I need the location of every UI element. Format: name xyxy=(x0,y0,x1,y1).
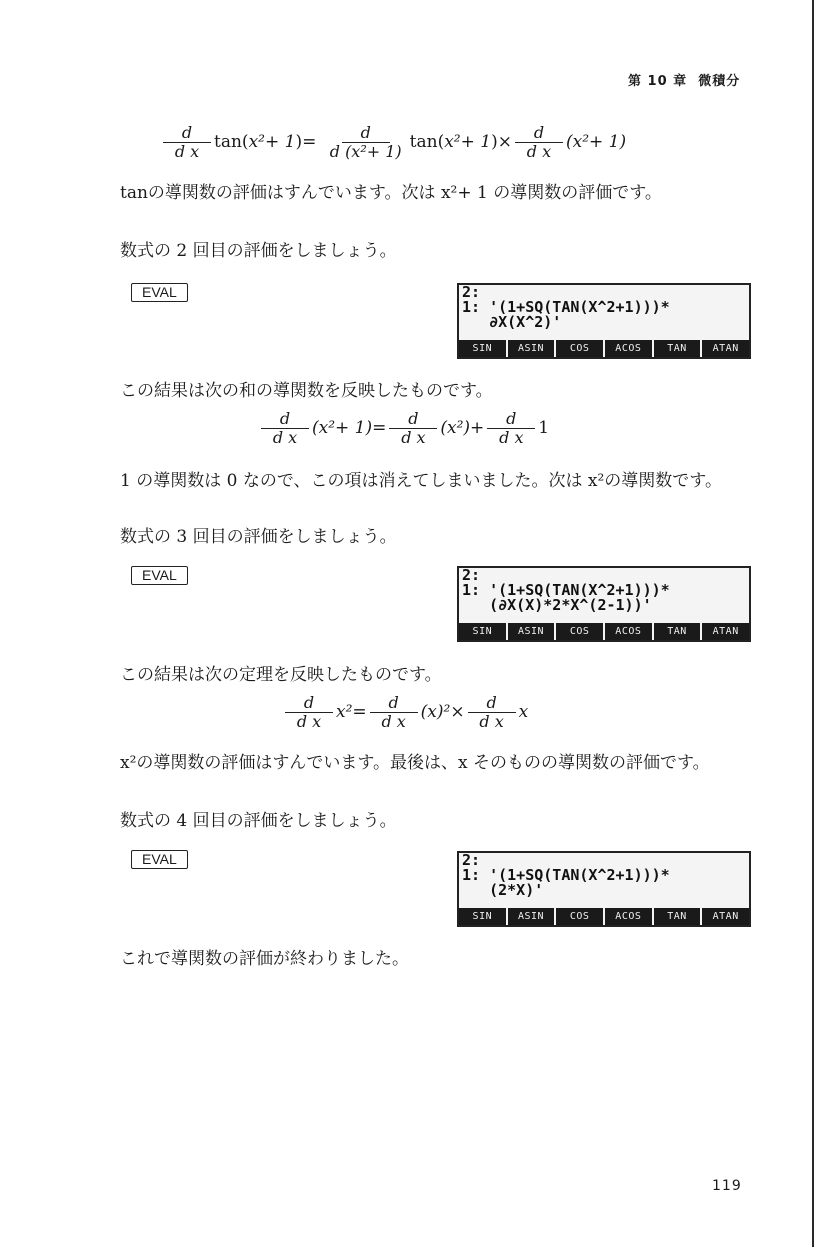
step-heading: 数式の 3 回目の評価をしましょう。 xyxy=(120,527,397,547)
equation-chain-rule-x2: $\frac{d}{\text{d x}}$ x²= $\frac{d}{\text{d x}}$ (x)²× $\frac{d}{\text{d x}}$ x xyxy=(282,694,528,731)
menu-key-cos: COS xyxy=(556,908,605,925)
chapter-number: 第 10 章 xyxy=(628,74,688,89)
derivative-fraction: $\frac{d}{\text{d x}}$ xyxy=(163,124,211,161)
menu-key-cos: COS xyxy=(556,623,605,640)
paragraph: この結果は次の和の導関数を反映したものです。 xyxy=(120,381,493,401)
page-number: 119 xyxy=(712,1178,742,1194)
menu-key-cos: COS xyxy=(556,340,605,357)
menu-key-asin: ASIN xyxy=(508,908,557,925)
eval-key: EVAL xyxy=(131,283,188,302)
paragraph: x²の導関数の評価はすんでいます。最後は、x そのものの導関数の評価です。 xyxy=(120,753,710,773)
calculator-screen xyxy=(457,851,751,927)
stack-display: 2: 1: '(1+SQ(TAN(X^2+1)))* ∂X(X^2)' xyxy=(462,283,670,331)
menu-key-atan: ATAN xyxy=(712,343,739,354)
derivative-fraction: $\frac{d}{\text{d (x²+ 1)}}$ xyxy=(329,123,402,161)
menu-key-acos: ACOS xyxy=(605,340,654,357)
equation-sum-rule: $\frac{d}{\text{d x}}$ (x²+ 1)= $\frac{d}{\text{d x}}$ (x²)+ $\frac{d}{\text{d x}}$ 1 xyxy=(258,410,549,447)
page-edge xyxy=(812,0,814,1247)
paragraph: この結果は次の定理を反映したものです。 xyxy=(120,665,442,685)
menu-key-atan: ATAN xyxy=(712,626,739,637)
derivative-fraction: $\frac{d}{\text{d x}}$ xyxy=(515,124,563,161)
stack-display: 2: 1: '(1+SQ(TAN(X^2+1)))* (∂X(X)*2*X^(2-1))' xyxy=(462,566,670,614)
menu-key-asin: ASIN xyxy=(508,623,557,640)
equation-chain-rule: $\frac{d}{\text{d x}}$ tan(x²+ 1)= $\frac{d}{\text{d (x²+ 1)}}$ tan(x²+ 1)× $\frac{d}{\text{d x}}$ (x²+ 1) xyxy=(160,124,626,161)
menu-key-tan: TAN xyxy=(654,340,703,357)
menu-key-sin: SIN xyxy=(459,908,508,925)
paragraph: 1 の導関数は 0 なので、この項は消えてしまいました。次は x²の導関数です。 xyxy=(120,471,722,491)
paragraph: tanの導関数の評価はすんでいます。次は x²+ 1 の導関数の評価です。 xyxy=(120,183,662,203)
menu-key-sin: SIN xyxy=(459,623,508,640)
menu-key-acos: ACOS xyxy=(605,908,654,925)
softkey-menu xyxy=(459,623,749,640)
step-heading: 数式の 2 回目の評価をしましょう。 xyxy=(120,241,397,261)
step-heading: 数式の 4 回目の評価をしましょう。 xyxy=(120,811,397,831)
softkey-menu xyxy=(459,340,749,357)
stack-display: 2: 1: '(1+SQ(TAN(X^2+1)))* (2*X)' xyxy=(462,851,670,899)
softkey-menu xyxy=(459,908,749,925)
running-header xyxy=(628,70,740,89)
calculator-screen xyxy=(457,566,751,642)
paragraph: これで導関数の評価が終わりました。 xyxy=(120,949,409,969)
eval-key: EVAL xyxy=(131,850,188,869)
menu-key-tan: TAN xyxy=(654,908,703,925)
menu-key-tan: TAN xyxy=(654,623,703,640)
menu-key-asin: ASIN xyxy=(508,340,557,357)
eval-key: EVAL xyxy=(131,566,188,585)
menu-key-atan: ATAN xyxy=(712,911,739,922)
menu-key-sin: SIN xyxy=(459,340,508,357)
calculator-screen xyxy=(457,283,751,359)
chapter-title: 微積分 xyxy=(698,74,741,89)
menu-key-acos: ACOS xyxy=(605,623,654,640)
